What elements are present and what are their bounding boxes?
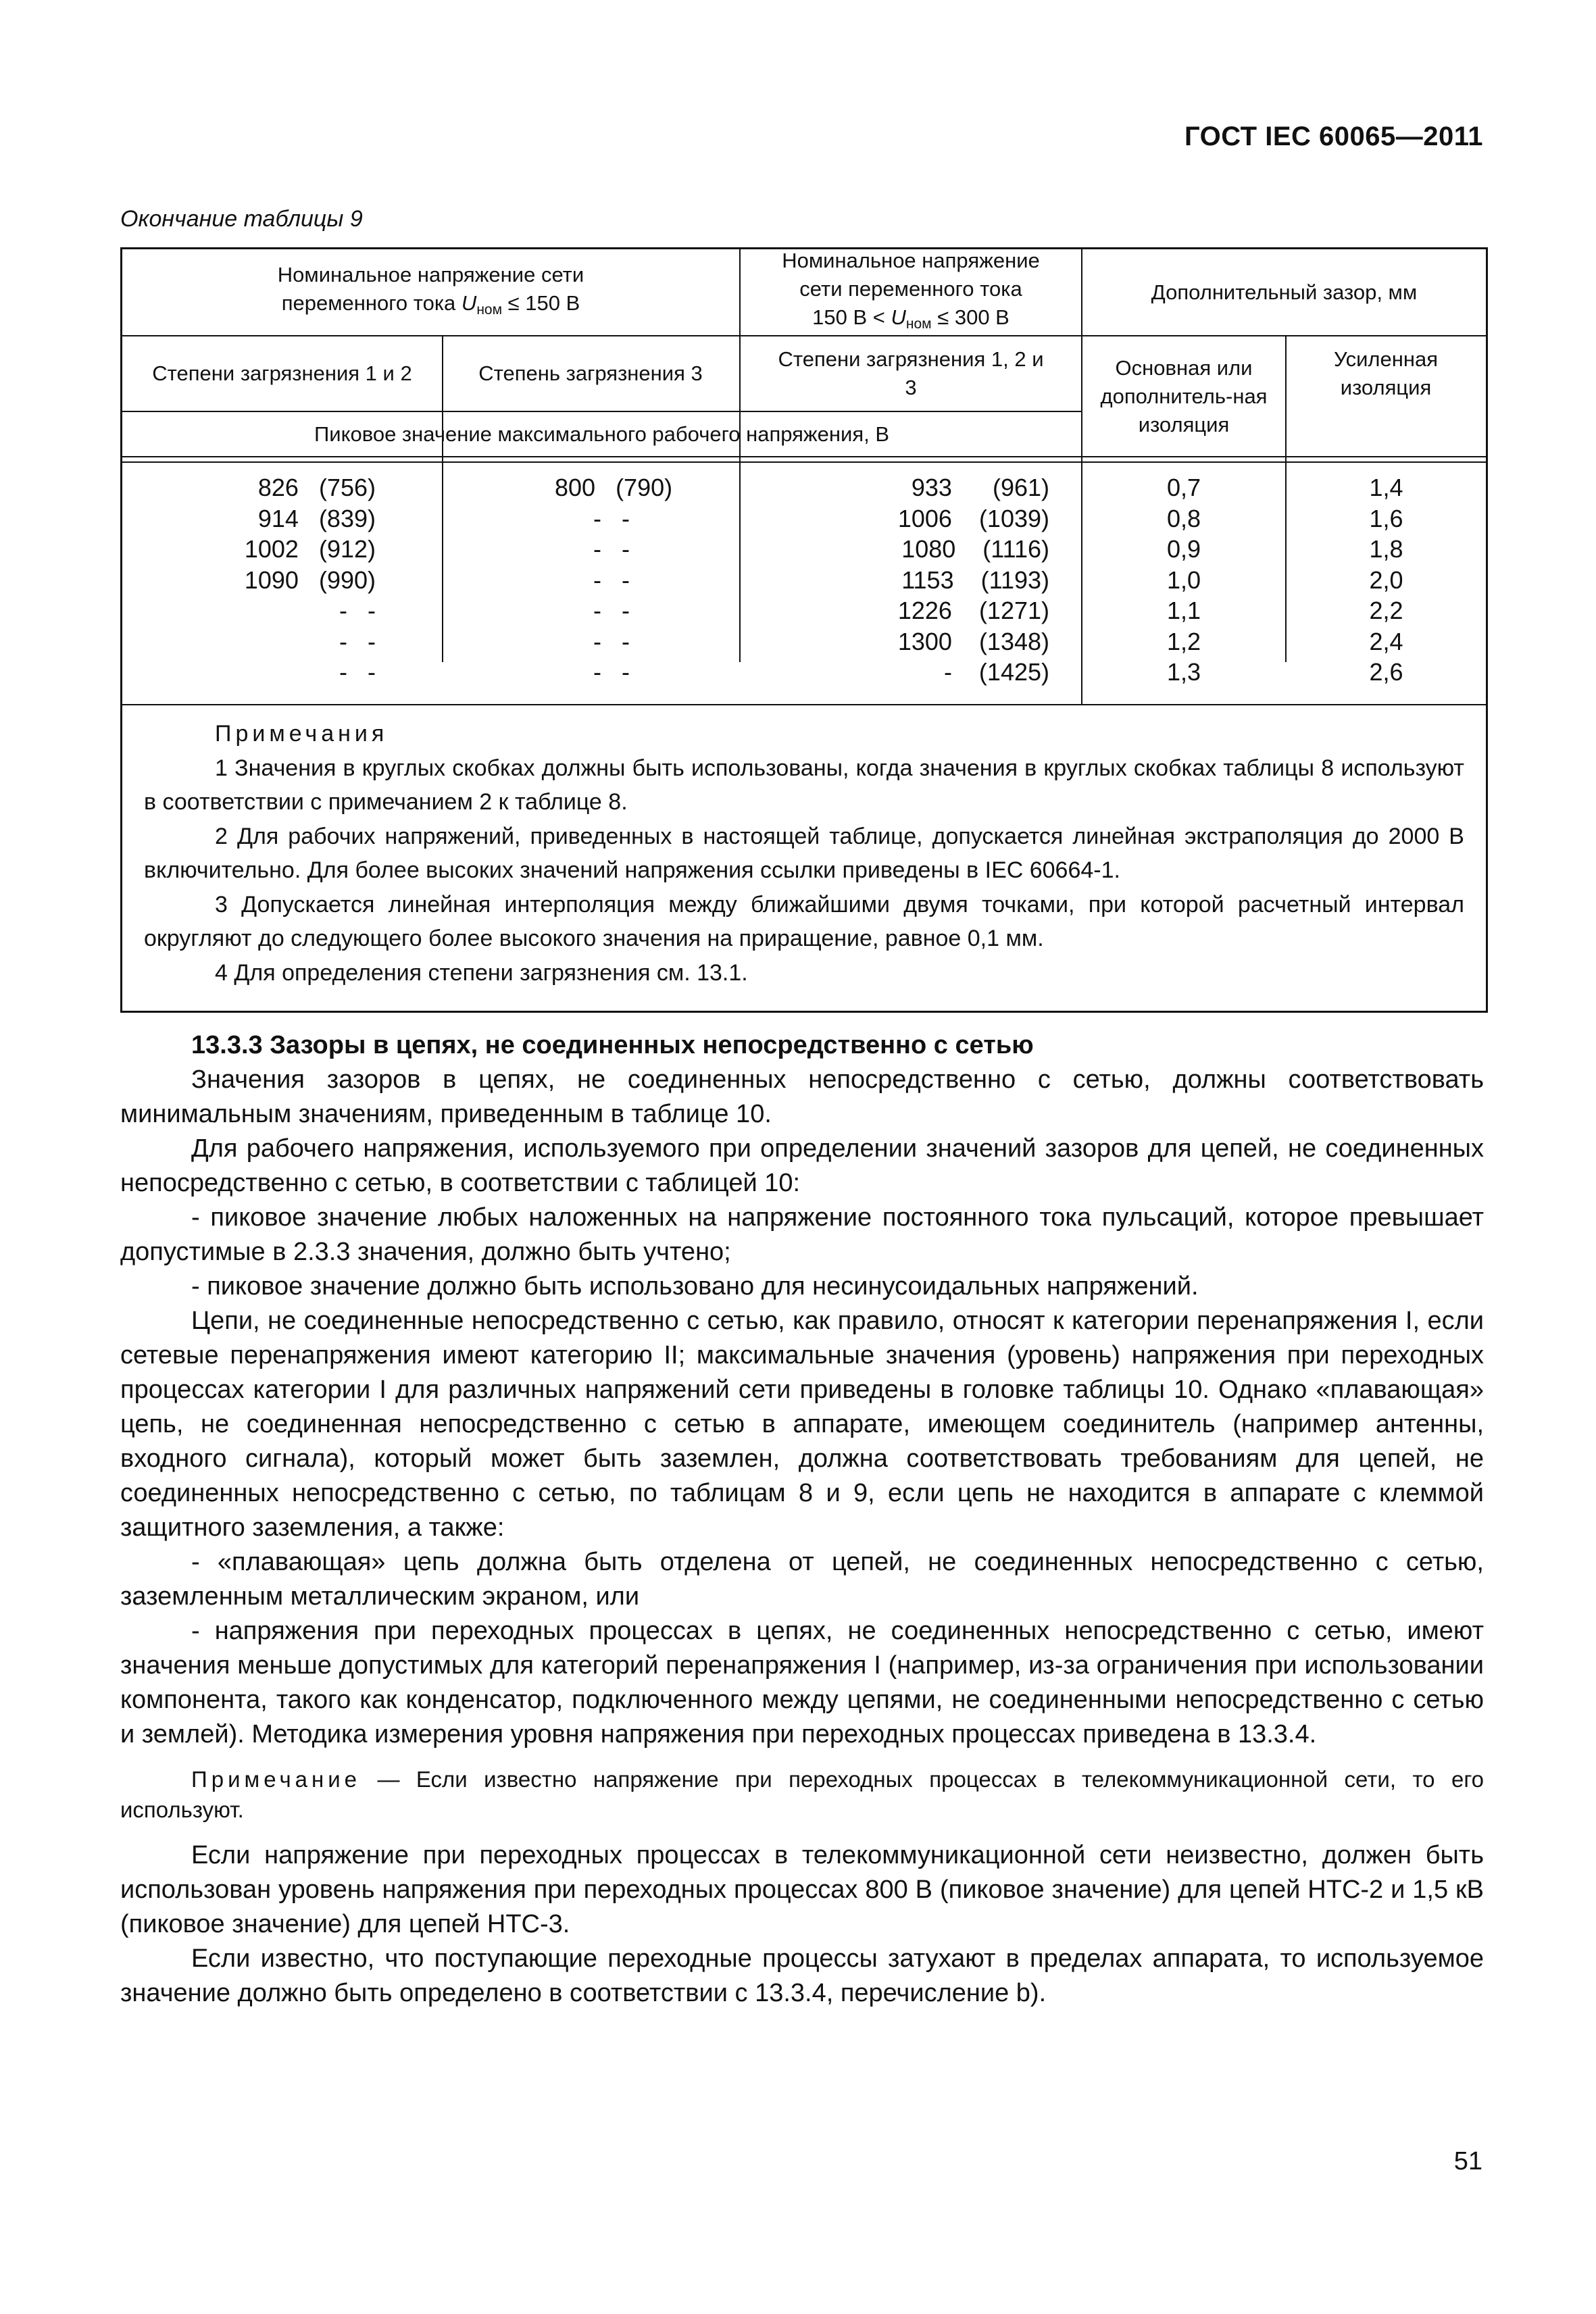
table-cell: - - [593, 535, 630, 563]
table-cell: 1080 (1116) [901, 535, 1049, 563]
paragraph: Значения зазоров в цепях, не соединенных непосредственно с сетью, должны соответствовать минимальным значениям, приведенным в таблице 10. [120, 1065, 1484, 1128]
paragraph: Если напряжение при переходных процессах в телекоммуникационной сети неизвестно, должен быть использован уровень напряжения при переходных процессах 800 В (пиковое значение) для цепей НТС-2 и 1,5 кВ (пиковое значение) для цепей НТС-3. [120, 1841, 1484, 1938]
note-label: Примечание [191, 1767, 361, 1792]
table-notes [144, 717, 1464, 990]
note-1: 1 Значения в круглых скобках должны быть использованы, когда значения в круглых скобках таблицы 8 используют в соответствии с примечанием 2 к таблице 8. [144, 755, 1464, 815]
table-cell: - - [339, 597, 376, 624]
table-cell: - - [339, 658, 376, 686]
header-pollution-1-2: Степени загрязнения 1 и 2 [152, 361, 412, 385]
table-cell: 1153 (1193) [901, 565, 1049, 594]
header-pollution-3: Степень загрязнения 3 [478, 361, 703, 385]
notes-title: Примечания [215, 721, 389, 747]
table-cell: 933 (961) [911, 474, 1049, 501]
table-cell: 1,6 [1369, 504, 1403, 532]
section-heading: 13.3.3 Зазоры в цепях, не соединенных непосредственно с сетью [191, 1031, 1034, 1059]
section-13-3-3 [120, 1028, 1484, 2011]
table-cell: - - [593, 565, 630, 594]
table-cell: 800 (790) [555, 474, 673, 501]
table-cell: 2,6 [1369, 658, 1403, 686]
table-cell: 826 (756) [257, 474, 376, 501]
paragraph: - пиковое значение любых наложенных на напряжение постоянного тока пульсаций, которое превышает допустимые в 2.3.3 значения, должно быть учтено; [120, 1203, 1484, 1266]
note-3: 3 Допускается линейная интерполяция между ближайшими двумя точками, при которой расчетный интервал округляют до следующего более высокого значения на приращение, равное 0,1 мм. [144, 891, 1464, 951]
header-extra-clearance: Дополнительный зазор, мм [1151, 280, 1418, 304]
table-cell: 1090 (990) [244, 565, 376, 594]
note-2: 2 Для рабочих напряжений, приведенных в настоящей таблице, допускается линейная экстраполяция до 2000 В включительно. Для более высоких значений напряжения ссылки приведены в IEC 60664-1. [144, 823, 1464, 883]
column-reinforced-insulation [1287, 472, 1486, 688]
paragraph: - пиковое значение должно быть использовано для несинусоидальных напряжений. [191, 1272, 1199, 1301]
header-peak-voltage: Пиковое значение максимального рабочего напряжения, В [314, 422, 890, 446]
table-cell: 1,0 [1166, 565, 1201, 594]
table-cell: 1002 (912) [244, 535, 376, 563]
header-pollution-1-2-3: Степени загрязнения 1, 2 и 3 [778, 347, 1044, 399]
table-caption: Окончание таблицы 9 [120, 206, 363, 232]
section-note [120, 1764, 1484, 1825]
note-4: 4 Для определения степени загрязнения см. 13.1. [215, 959, 748, 986]
table-cell: 1,2 [1166, 627, 1201, 655]
table-cell: 2,2 [1369, 597, 1403, 624]
header-reinforced-insulation: Усиленная изоляция [1333, 347, 1439, 399]
column-basic-insulation [1082, 472, 1285, 688]
table-cell: 1,4 [1369, 474, 1403, 501]
table-cell: - - [339, 627, 376, 655]
table-9 [120, 247, 1488, 1013]
header-voltage-150: Номинальное напряжение сети переменного тока $U_{ном} \le 150$ В [277, 262, 584, 318]
table-cell: 1300 (1348) [897, 627, 1049, 655]
standard-header: ГОСТ IEC 60065—2011 [1184, 122, 1483, 151]
note-text: — Если известно напряжение при переходных процессах в телекоммуникационной сети, то его используют. [120, 1767, 1484, 1822]
paragraph: - напряжения при переходных процессах в цепях, не соединенных непосредственно с сетью, имеют значения меньше допустимых для категорий перенапряжения I (например, из-за ограничения при использовании компонента, такого как конденсатор, подключенного между цепями, не соединенными непосредственно с сетью и землей). Методика измерения уровня напряжения при переходных процессах приведена в 13.3.4. [120, 1617, 1484, 1749]
column-pollution-3 [555, 472, 730, 688]
page-number: 51 [1453, 2147, 1482, 2175]
table-cell: 1226 (1271) [897, 597, 1049, 624]
table-cell: 0,7 [1166, 474, 1201, 501]
column-pollution-1-2-3 [839, 472, 1049, 688]
table-cell: 1,3 [1166, 658, 1201, 686]
table-cell: 1,1 [1166, 597, 1201, 624]
paragraph: Если известно, что поступающие переходные процессы затухают в пределах аппарата, то используемое значение должно быть определено в соответствии с 13.3.4, перечисление b). [120, 1944, 1484, 2007]
table-cell: - - [593, 597, 630, 624]
table-cell: - - [593, 658, 630, 686]
header-basic-insulation: Основная или дополнитель-ная изоляция [1100, 355, 1268, 436]
header-voltage-300: Номинальное напряжение сети переменного тока 150 $В < U_{ном} \le 300$ В [782, 248, 1040, 332]
table-cell: 0,9 [1166, 535, 1201, 563]
table-cell: 2,0 [1369, 565, 1403, 594]
paragraph: Цепи, не соединенные непосредственно с сетью, как правило, относят к категории перенапряжения I, если сетевые перенапряжения имеют категорию II; максимальные значения (уровень) напряжения при переходных процессах категории I для различных напряжений сети приведены в головке таблицы 10. Однако «плавающая» цепь, не соединенная непосредственно с сетью в аппарате, имеющем соединитель (например антенны, входного сигнала), который может быть заземлен, должна соответствовать требованиям для цепей, не соединенных непосредственно с сетью, по таблицам 8 и 9, если цепь не находится в аппарате с клеммой защитного заземления, а также: [120, 1307, 1484, 1542]
table-cell: 1,8 [1369, 535, 1403, 563]
column-pollution-1-2 [224, 472, 376, 688]
table-cell: 0,8 [1166, 504, 1201, 532]
table-cell: - (1425) [943, 658, 1049, 686]
table-cell: - - [593, 504, 630, 532]
paragraph: - «плавающая» цепь должна быть отделена от цепей, не соединенных непосредственно с сетью, заземленным металлическим экраном, или [120, 1548, 1484, 1611]
table-cell: - - [593, 627, 630, 655]
table-cell: 914 (839) [257, 504, 376, 532]
paragraph: Для рабочего напряжения, используемого при определении значений зазоров для цепей, не соединенных непосредственно с сетью, в соответствии с таблицей 10: [120, 1134, 1484, 1197]
table-cell: 2,4 [1369, 627, 1403, 655]
table-cell: 1006 (1039) [897, 504, 1049, 532]
